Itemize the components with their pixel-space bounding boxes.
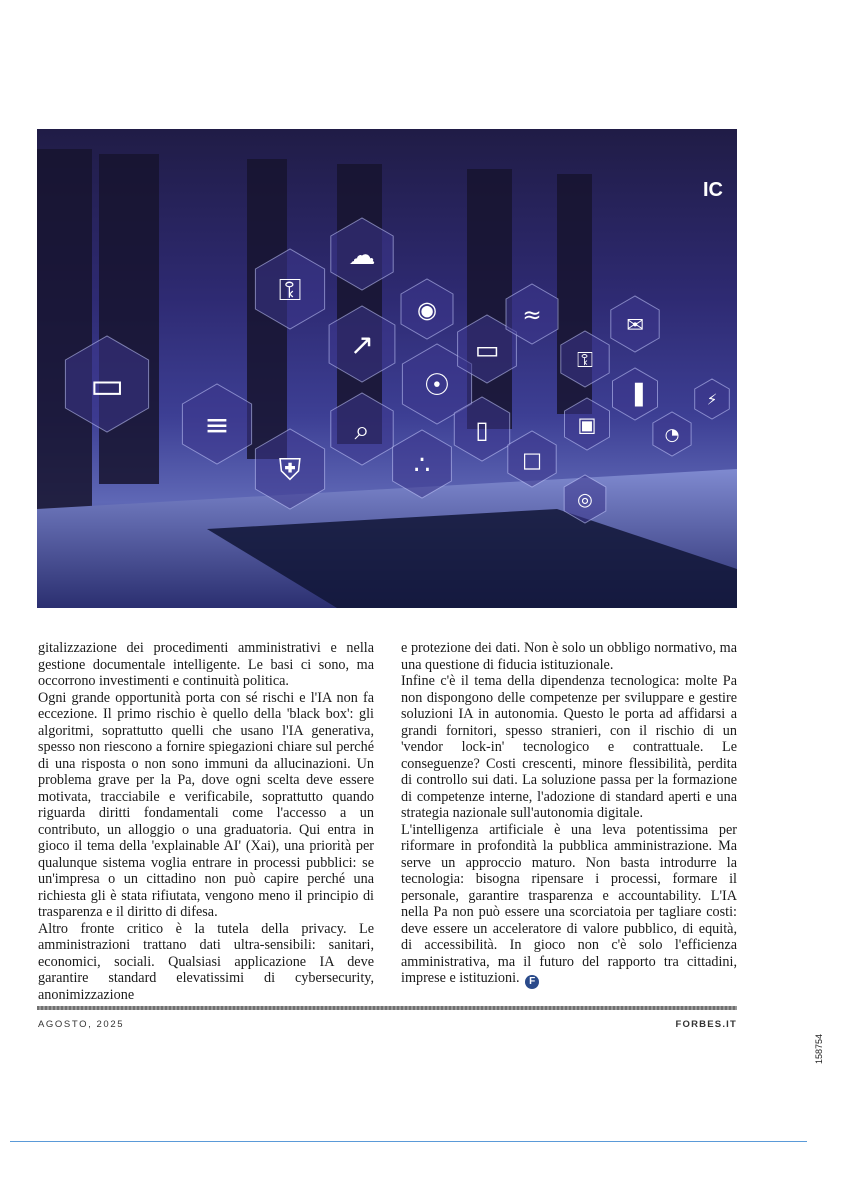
svg-text:⚿: ⚿ (577, 347, 593, 372)
svg-text:↗: ↗ (349, 327, 375, 362)
svg-text:▭: ▭ (474, 335, 500, 366)
svg-text:∴: ∴ (413, 450, 431, 481)
svg-text:⌕: ⌕ (354, 415, 370, 447)
location-icon (401, 279, 453, 339)
svg-text:▭: ▭ (89, 365, 125, 407)
svg-text:⚿: ⚿ (278, 273, 302, 309)
svg-text:≈: ≈ (522, 302, 542, 329)
svg-text:◉: ◉ (416, 297, 438, 324)
svg-text:☁: ☁ (348, 240, 376, 272)
paragraph: gitalizzazione dei procedimenti amministrativi e nella gestione documentale intelligente. Le basi ci sono, ma occorrono investimenti e continuità politica. (38, 640, 374, 689)
svg-text:□: □ (522, 447, 542, 472)
footer-rule (37, 1006, 737, 1010)
side-code: 158754 (814, 1033, 824, 1064)
brand-logo: IC (703, 179, 723, 201)
svg-text:▣: ▣ (577, 412, 597, 437)
paragraph: Altro fronte critico è la tutela della privacy. Le amministrazioni trattano dati ultra-sensibili: sanitari, economici, sociali. Qualsiasi applicazione IA deve garantire standard elevatissimi di cybersecurity, anonimizzazione (38, 920, 374, 1003)
paragraph-last (401, 822, 737, 990)
document-icon (182, 384, 251, 464)
folder-icon (508, 431, 556, 487)
article-column-right (401, 640, 737, 989)
bar-chart-icon (613, 368, 658, 420)
issue-date: AGOSTO, 2025 (38, 1019, 125, 1030)
page-bottom-rule (10, 1141, 807, 1142)
forbes-end-mark-icon: F (525, 975, 539, 989)
svg-text:≡: ≡ (204, 408, 230, 444)
svg-text:⛨: ⛨ (278, 453, 302, 489)
svg-text:☉: ☉ (423, 368, 451, 404)
svg-text:⚡: ⚡ (706, 390, 718, 409)
svg-text:◔: ◔ (664, 425, 680, 446)
hero-image (37, 129, 737, 608)
paragraph: Ogni grande opportunità porta con sé rischi e l'IA non fa eccezione. Il primo rischio è quello della 'black box': gli algoritmi, soprattutto quelli che usano l'IA generativa, spesso non riescono a fornire spiegazioni chiare sul perché di una risposta o non sono immuni da allucinazioni. Un problema grave per la Pa, dove ogni scelta deve essere motivata, tracciabile e verificabile, soprattutto quando riguarda diritti fondamentali come l'accesso a un contributo, un alloggio o una graduatoria. Qui entra in gioco il tema della 'explainable AI' (Xai), una priorità per qualunque sistema voglia entrare in processi pubblici: se un'impresa o un cittadino non può capire perché una richiesta gli è stata rifiutata, vengono meno il principio di trasparenza e il diritto di difesa. (38, 689, 374, 920)
mail-icon (611, 296, 659, 352)
paragraph: Infine c'è il tema della dipendenza tecnologica: molte Pa non dispongono delle competenze per sviluppare e gestire soluzioni IA in autonomia. Questo le porta ad affidarsi a grandi fornitori, spesso stranieri, con il rischio di un 'vendor lock-in' tecnologico e contrattuale. Le conseguenze? Costi crescenti, minore flessibilità, perdita di controllo sui dati. La soluzione passa per la formazione di competenze interne, l'adozione di standard aperti e una strategia nazionale sull'autonomia digitale. (401, 673, 737, 821)
svg-text:▯: ▯ (475, 415, 489, 444)
lightning-icon (695, 379, 730, 419)
svg-text:◎: ◎ (577, 489, 593, 511)
paragraph: e protezione dei dati. Non è solo un obbligo normativo, ma una questione di fiducia istituzionale. (401, 640, 737, 673)
paragraph-text: L'intelligenza artificiale è una leva potentissima per riformare in profondità la pubblica amministrazione. Ma serve un approccio maturo. Non basta introdurre la tecnologia: bisogna ripensare i processi, formare il personale, garantire trasparenza e accountability. L'IA nella Pa non può essere una scorciatoia per tagliare costi: deve essere un acceleratore di valore pubblico, di equità, di accessibilità. In gioco non c'è solo l'efficienza amministrativa, ma il futuro del rapporto tra cittadini, imprese e istituzioni. (401, 821, 737, 986)
pie-chart-icon (653, 412, 691, 456)
article-column-left (38, 640, 374, 1003)
site-url: FORBES.IT (675, 1019, 737, 1030)
svg-text:✉: ✉ (626, 312, 644, 337)
svg-text:▐: ▐ (627, 382, 643, 407)
hero-illustration (37, 129, 737, 608)
